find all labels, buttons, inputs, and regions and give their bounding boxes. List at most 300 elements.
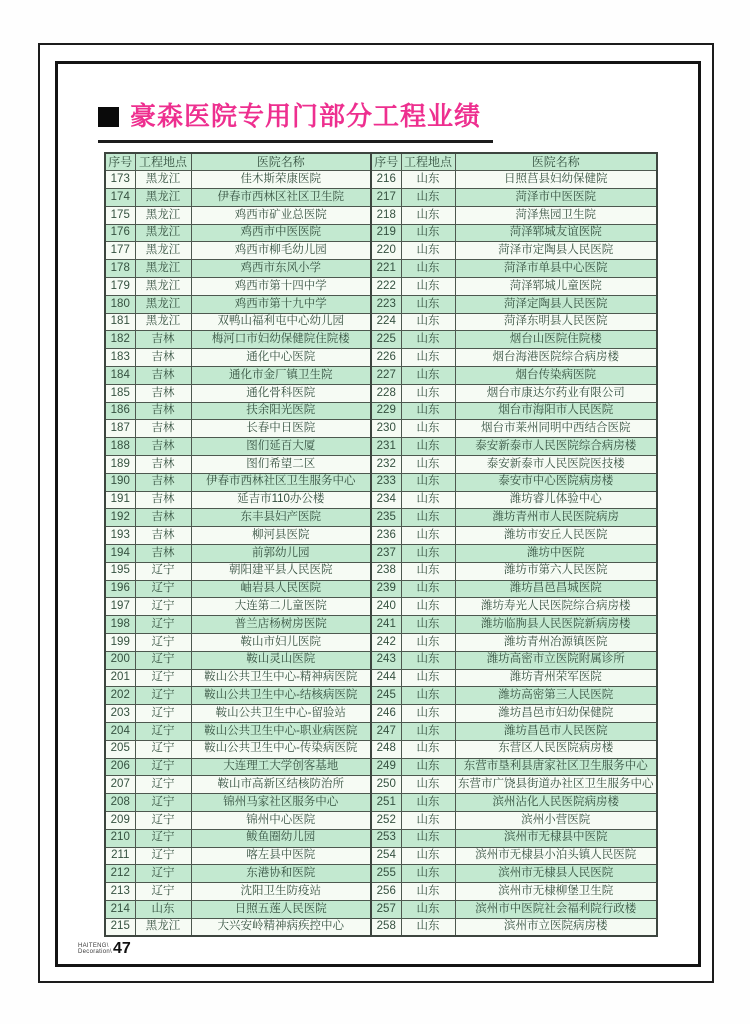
location-cell: 辽宁 <box>135 669 191 687</box>
serial-cell: 187 <box>105 420 135 438</box>
hospital-cell: 佳木斯荣康医院 <box>191 171 371 189</box>
location-cell: 黑龙江 <box>135 260 191 278</box>
serial-cell: 202 <box>105 687 135 705</box>
serial-cell: 241 <box>371 616 401 634</box>
location-cell: 山东 <box>401 189 455 207</box>
serial-cell: 229 <box>371 402 401 420</box>
location-cell: 山东 <box>401 206 455 224</box>
table-row <box>105 171 657 189</box>
serial-cell: 227 <box>371 367 401 385</box>
location-cell: 黑龙江 <box>135 171 191 189</box>
hospital-cell: 沈阳卫生防疫站 <box>191 883 371 901</box>
table-row <box>105 456 657 474</box>
table-row <box>105 723 657 741</box>
hospital-cell: 潍坊高密第三人民医院 <box>455 687 657 705</box>
serial-cell: 185 <box>105 384 135 402</box>
column-header: 序号 <box>105 153 135 171</box>
location-cell: 辽宁 <box>135 580 191 598</box>
hospital-cell: 泰安市中心医院病房楼 <box>455 473 657 491</box>
hospital-cell: 长春中日医院 <box>191 420 371 438</box>
serial-cell: 239 <box>371 580 401 598</box>
serial-cell: 176 <box>105 224 135 242</box>
hospital-cell: 锦州中心医院 <box>191 811 371 829</box>
location-cell: 吉林 <box>135 420 191 438</box>
table-row <box>105 883 657 901</box>
serial-cell: 195 <box>105 562 135 580</box>
hospital-cell: 鲅鱼圈幼儿园 <box>191 829 371 847</box>
hospital-cell: 滨州市无棣柳堡卫生院 <box>455 883 657 901</box>
serial-cell: 220 <box>371 242 401 260</box>
hospital-cell: 前郭幼儿园 <box>191 545 371 563</box>
location-cell: 吉林 <box>135 527 191 545</box>
table-row <box>105 420 657 438</box>
serial-cell: 232 <box>371 456 401 474</box>
serial-cell: 257 <box>371 900 401 918</box>
hospital-cell: 鸡西市东风小学 <box>191 260 371 278</box>
hospital-cell: 滨州市中医院社会福利院行政楼 <box>455 900 657 918</box>
table-row <box>105 242 657 260</box>
serial-cell: 231 <box>371 438 401 456</box>
hospital-cell: 大连第二儿童医院 <box>191 598 371 616</box>
serial-cell: 194 <box>105 545 135 563</box>
column-header: 医院名称 <box>191 153 371 171</box>
serial-cell: 250 <box>371 776 401 794</box>
hospital-cell: 潍坊青州冶源镇医院 <box>455 634 657 652</box>
hospital-cell: 潍坊昌邑市人民医院 <box>455 723 657 741</box>
location-cell: 黑龙江 <box>135 224 191 242</box>
location-cell: 山东 <box>401 705 455 723</box>
location-cell: 辽宁 <box>135 883 191 901</box>
serial-cell: 208 <box>105 794 135 812</box>
location-cell: 山东 <box>401 331 455 349</box>
serial-cell: 182 <box>105 331 135 349</box>
column-header: 医院名称 <box>455 153 657 171</box>
location-cell: 山东 <box>401 651 455 669</box>
serial-cell: 173 <box>105 171 135 189</box>
hospital-cell: 大兴安岭精神病疾控中心 <box>191 918 371 936</box>
serial-cell: 175 <box>105 206 135 224</box>
hospital-cell: 泰安新泰市人民医院综合病房楼 <box>455 438 657 456</box>
hospital-cell: 菏泽市中医医院 <box>455 189 657 207</box>
serial-cell: 183 <box>105 349 135 367</box>
hospital-cell: 菏泽定陶县人民医院 <box>455 295 657 313</box>
hospital-cell: 泰安新泰市人民医院医技楼 <box>455 456 657 474</box>
serial-cell: 246 <box>371 705 401 723</box>
hospital-cell: 烟台市康达尔药业有限公司 <box>455 384 657 402</box>
location-cell: 吉林 <box>135 402 191 420</box>
location-cell: 辽宁 <box>135 811 191 829</box>
location-cell: 黑龙江 <box>135 242 191 260</box>
serial-cell: 251 <box>371 794 401 812</box>
hospital-cell: 柳河县医院 <box>191 527 371 545</box>
hospital-cell: 鸡西市第十九中学 <box>191 295 371 313</box>
table-row <box>105 295 657 313</box>
hospital-cell: 滨州沾化人民医院病房楼 <box>455 794 657 812</box>
table-row <box>105 278 657 296</box>
location-cell: 山东 <box>401 527 455 545</box>
location-cell: 辽宁 <box>135 562 191 580</box>
serial-cell: 253 <box>371 829 401 847</box>
location-cell: 山东 <box>401 580 455 598</box>
serial-cell: 192 <box>105 509 135 527</box>
serial-cell: 237 <box>371 545 401 563</box>
table-row <box>105 865 657 883</box>
serial-cell: 230 <box>371 420 401 438</box>
hospital-cell: 伊春市西林区社区卫生院 <box>191 189 371 207</box>
serial-cell: 179 <box>105 278 135 296</box>
hospital-cell: 大连理工大学创客基地 <box>191 758 371 776</box>
table-row <box>105 829 657 847</box>
hospital-cell: 潍坊青州市人民医院病房 <box>455 509 657 527</box>
location-cell: 山东 <box>401 758 455 776</box>
serial-cell: 219 <box>371 224 401 242</box>
table-row <box>105 598 657 616</box>
serial-cell: 236 <box>371 527 401 545</box>
serial-cell: 244 <box>371 669 401 687</box>
section-title-block <box>98 96 493 143</box>
serial-cell: 207 <box>105 776 135 794</box>
location-cell: 山东 <box>401 847 455 865</box>
serial-cell: 178 <box>105 260 135 278</box>
location-cell: 辽宁 <box>135 705 191 723</box>
hospital-cell: 喀左县中医院 <box>191 847 371 865</box>
location-cell: 辽宁 <box>135 794 191 812</box>
location-cell: 吉林 <box>135 473 191 491</box>
location-cell: 吉林 <box>135 367 191 385</box>
hospital-cell: 烟台山医院住院楼 <box>455 331 657 349</box>
serial-cell: 218 <box>371 206 401 224</box>
table-header-row <box>105 153 657 171</box>
hospital-cell: 菏泽郓城友谊医院 <box>455 224 657 242</box>
location-cell: 山东 <box>401 367 455 385</box>
hospital-cell: 扶余阳光医院 <box>191 402 371 420</box>
location-cell: 吉林 <box>135 509 191 527</box>
serial-cell: 245 <box>371 687 401 705</box>
location-cell: 山东 <box>401 776 455 794</box>
serial-cell: 217 <box>371 189 401 207</box>
location-cell: 辽宁 <box>135 865 191 883</box>
hospital-cell: 鸡西市中医医院 <box>191 224 371 242</box>
table-row <box>105 651 657 669</box>
hospital-cell: 鞍山公共卫生中心-传染病医院 <box>191 740 371 758</box>
location-cell: 山东 <box>401 473 455 491</box>
table-row <box>105 616 657 634</box>
serial-cell: 225 <box>371 331 401 349</box>
table-row <box>105 206 657 224</box>
hospital-cell: 通化市金厂镇卫生院 <box>191 367 371 385</box>
location-cell: 山东 <box>401 171 455 189</box>
page-inner-frame <box>55 61 701 967</box>
serial-cell: 221 <box>371 260 401 278</box>
location-cell: 山东 <box>401 260 455 278</box>
serial-cell: 252 <box>371 811 401 829</box>
location-cell: 吉林 <box>135 349 191 367</box>
hospital-cell: 通化骨科医院 <box>191 384 371 402</box>
hospital-cell: 菏泽郓城儿童医院 <box>455 278 657 296</box>
page-number: 47 <box>112 939 131 957</box>
table-row <box>105 384 657 402</box>
serial-cell: 181 <box>105 313 135 331</box>
hospital-cell: 滨州市无棣县小泊头镇人民医院 <box>455 847 657 865</box>
hospital-cell: 东港协和医院 <box>191 865 371 883</box>
hospital-cell: 双鸭山福利屯中心幼儿园 <box>191 313 371 331</box>
hospital-cell: 滨州市无棣县人民医院 <box>455 865 657 883</box>
location-cell: 山东 <box>401 598 455 616</box>
footer-brand <box>78 939 131 957</box>
serial-cell: 256 <box>371 883 401 901</box>
hospital-cell: 潍坊昌邑昌城医院 <box>455 580 657 598</box>
serial-cell: 174 <box>105 189 135 207</box>
hospital-cell: 菏泽焦园卫生院 <box>455 206 657 224</box>
serial-cell: 248 <box>371 740 401 758</box>
serial-cell: 222 <box>371 278 401 296</box>
hospital-cell: 菏泽东明县人民医院 <box>455 313 657 331</box>
location-cell: 吉林 <box>135 545 191 563</box>
location-cell: 辽宁 <box>135 847 191 865</box>
column-header: 序号 <box>371 153 401 171</box>
location-cell: 黑龙江 <box>135 295 191 313</box>
hospital-cell: 梅河口市妇幼保健院住院楼 <box>191 331 371 349</box>
hospital-cell: 滨州小营医院 <box>455 811 657 829</box>
hospital-cell: 潍坊睿儿体验中心 <box>455 491 657 509</box>
hospital-cell: 鞍山公共卫生中心-职业病医院 <box>191 723 371 741</box>
hospital-cell: 图们希望二区 <box>191 456 371 474</box>
location-cell: 山东 <box>401 402 455 420</box>
serial-cell: 200 <box>105 651 135 669</box>
table-row <box>105 794 657 812</box>
location-cell: 辽宁 <box>135 616 191 634</box>
location-cell: 吉林 <box>135 491 191 509</box>
hospital-cell: 烟台传染病医院 <box>455 367 657 385</box>
hospital-cell: 鸡西市第十四中学 <box>191 278 371 296</box>
serial-cell: 197 <box>105 598 135 616</box>
hospital-cell: 潍坊昌邑市妇幼保健院 <box>455 705 657 723</box>
table-row <box>105 367 657 385</box>
hospital-cell: 鞍山灵山医院 <box>191 651 371 669</box>
serial-cell: 209 <box>105 811 135 829</box>
location-cell: 山东 <box>401 616 455 634</box>
location-cell: 辽宁 <box>135 776 191 794</box>
serial-cell: 240 <box>371 598 401 616</box>
table-row <box>105 776 657 794</box>
location-cell: 吉林 <box>135 331 191 349</box>
hospital-cell: 烟台海港医院综合病房楼 <box>455 349 657 367</box>
serial-cell: 191 <box>105 491 135 509</box>
serial-cell: 199 <box>105 634 135 652</box>
serial-cell: 238 <box>371 562 401 580</box>
serial-cell: 228 <box>371 384 401 402</box>
hospital-cell: 伊春市西林社区卫生服务中心 <box>191 473 371 491</box>
table-row <box>105 189 657 207</box>
location-cell: 山东 <box>401 794 455 812</box>
table-row <box>105 509 657 527</box>
serial-cell: 235 <box>371 509 401 527</box>
hospital-cell: 菏泽市单县中心医院 <box>455 260 657 278</box>
location-cell: 山东 <box>401 740 455 758</box>
location-cell: 山东 <box>401 687 455 705</box>
table-row <box>105 687 657 705</box>
hospital-cell: 日照莒县妇幼保健院 <box>455 171 657 189</box>
table-body <box>105 171 657 936</box>
serial-cell: 214 <box>105 900 135 918</box>
table-row <box>105 634 657 652</box>
serial-cell: 184 <box>105 367 135 385</box>
serial-cell: 215 <box>105 918 135 936</box>
location-cell: 黑龙江 <box>135 189 191 207</box>
hospital-cell: 鞍山市高新区结核防治所 <box>191 776 371 794</box>
hospital-cell: 烟台市海阳市人民医院 <box>455 402 657 420</box>
hospital-cell: 潍坊高密市立医院附属诊所 <box>455 651 657 669</box>
location-cell: 山东 <box>401 420 455 438</box>
hospital-cell: 菏泽市定陶县人民医院 <box>455 242 657 260</box>
serial-cell: 186 <box>105 402 135 420</box>
column-header: 工程地点 <box>401 153 455 171</box>
location-cell: 山东 <box>401 900 455 918</box>
table-row <box>105 527 657 545</box>
hospital-cell: 鸡西市柳毛幼儿园 <box>191 242 371 260</box>
serial-cell: 216 <box>371 171 401 189</box>
hospital-cell: 鞍山市妇儿医院 <box>191 634 371 652</box>
hospital-project-table <box>104 152 658 937</box>
table-row <box>105 473 657 491</box>
table-row <box>105 669 657 687</box>
serial-cell: 255 <box>371 865 401 883</box>
serial-cell: 205 <box>105 740 135 758</box>
hospital-cell: 鸡西市矿业总医院 <box>191 206 371 224</box>
serial-cell: 213 <box>105 883 135 901</box>
hospital-cell: 潍坊中医院 <box>455 545 657 563</box>
location-cell: 辽宁 <box>135 723 191 741</box>
table-row <box>105 402 657 420</box>
hospital-cell: 延吉市110办公楼 <box>191 491 371 509</box>
table-row <box>105 740 657 758</box>
table-row <box>105 331 657 349</box>
hospital-cell: 潍坊市安丘人民医院 <box>455 527 657 545</box>
serial-cell: 206 <box>105 758 135 776</box>
table-row <box>105 491 657 509</box>
hospital-cell: 岫岩县人民医院 <box>191 580 371 598</box>
serial-cell: 198 <box>105 616 135 634</box>
table-row <box>105 545 657 563</box>
serial-cell: 177 <box>105 242 135 260</box>
location-cell: 辽宁 <box>135 598 191 616</box>
serial-cell: 188 <box>105 438 135 456</box>
location-cell: 山东 <box>401 313 455 331</box>
location-cell: 辽宁 <box>135 651 191 669</box>
hospital-cell: 朝阳建平县人民医院 <box>191 562 371 580</box>
location-cell: 山东 <box>401 669 455 687</box>
hospital-cell: 通化中心医院 <box>191 349 371 367</box>
serial-cell: 243 <box>371 651 401 669</box>
location-cell: 吉林 <box>135 438 191 456</box>
serial-cell: 249 <box>371 758 401 776</box>
table-row <box>105 758 657 776</box>
serial-cell: 211 <box>105 847 135 865</box>
hospital-cell: 日照五莲人民医院 <box>191 900 371 918</box>
location-cell: 山东 <box>401 865 455 883</box>
location-cell: 山东 <box>401 562 455 580</box>
serial-cell: 196 <box>105 580 135 598</box>
location-cell: 辽宁 <box>135 687 191 705</box>
page-outer-frame <box>38 43 714 983</box>
column-header: 工程地点 <box>135 153 191 171</box>
serial-cell: 233 <box>371 473 401 491</box>
location-cell: 吉林 <box>135 384 191 402</box>
hospital-cell: 滨州市立医院病房楼 <box>455 918 657 936</box>
hospital-cell: 普兰店杨树房医院 <box>191 616 371 634</box>
table-row <box>105 847 657 865</box>
hospital-cell: 潍坊寿光人民医院综合病房楼 <box>455 598 657 616</box>
serial-cell: 204 <box>105 723 135 741</box>
location-cell: 山东 <box>401 349 455 367</box>
location-cell: 辽宁 <box>135 758 191 776</box>
location-cell: 山东 <box>401 456 455 474</box>
hospital-cell: 鞍山公共卫生中心-结核病医院 <box>191 687 371 705</box>
location-cell: 山东 <box>401 723 455 741</box>
location-cell: 辽宁 <box>135 740 191 758</box>
serial-cell: 242 <box>371 634 401 652</box>
location-cell: 山东 <box>401 918 455 936</box>
location-cell: 黑龙江 <box>135 278 191 296</box>
location-cell: 山东 <box>401 242 455 260</box>
location-cell: 山东 <box>401 295 455 313</box>
table-row <box>105 260 657 278</box>
hospital-cell: 潍坊临朐县人民医院新病房楼 <box>455 616 657 634</box>
table-row <box>105 900 657 918</box>
serial-cell: 210 <box>105 829 135 847</box>
location-cell: 山东 <box>401 883 455 901</box>
location-cell: 山东 <box>135 900 191 918</box>
table-row <box>105 224 657 242</box>
brand-logo-text: HAITENG\ Decoration\ <box>78 942 112 956</box>
serial-cell: 224 <box>371 313 401 331</box>
serial-cell: 201 <box>105 669 135 687</box>
location-cell: 山东 <box>401 634 455 652</box>
table-row <box>105 580 657 598</box>
table-row <box>105 438 657 456</box>
table-row <box>105 562 657 580</box>
hospital-cell: 东营市广饶县街道办社区卫生服务中心 <box>455 776 657 794</box>
serial-cell: 226 <box>371 349 401 367</box>
location-cell: 山东 <box>401 491 455 509</box>
title-square-bullet-icon <box>98 107 119 127</box>
serial-cell: 190 <box>105 473 135 491</box>
location-cell: 山东 <box>401 278 455 296</box>
location-cell: 山东 <box>401 829 455 847</box>
hospital-cell: 东丰县妇产医院 <box>191 509 371 527</box>
hospital-cell: 烟台市莱州同明中西结合医院 <box>455 420 657 438</box>
serial-cell: 180 <box>105 295 135 313</box>
serial-cell: 212 <box>105 865 135 883</box>
location-cell: 黑龙江 <box>135 918 191 936</box>
serial-cell: 223 <box>371 295 401 313</box>
serial-cell: 193 <box>105 527 135 545</box>
location-cell: 山东 <box>401 545 455 563</box>
table-row <box>105 811 657 829</box>
location-cell: 吉林 <box>135 456 191 474</box>
hospital-cell: 图们延百大厦 <box>191 438 371 456</box>
hospital-cell: 潍坊青州荣军医院 <box>455 669 657 687</box>
table-row <box>105 918 657 936</box>
hospital-cell: 东营区人民医院病房楼 <box>455 740 657 758</box>
serial-cell: 234 <box>371 491 401 509</box>
performance-table-wrap <box>104 152 658 937</box>
location-cell: 山东 <box>401 509 455 527</box>
hospital-cell: 锦州马家社区服务中心 <box>191 794 371 812</box>
location-cell: 辽宁 <box>135 829 191 847</box>
serial-cell: 247 <box>371 723 401 741</box>
location-cell: 山东 <box>401 384 455 402</box>
